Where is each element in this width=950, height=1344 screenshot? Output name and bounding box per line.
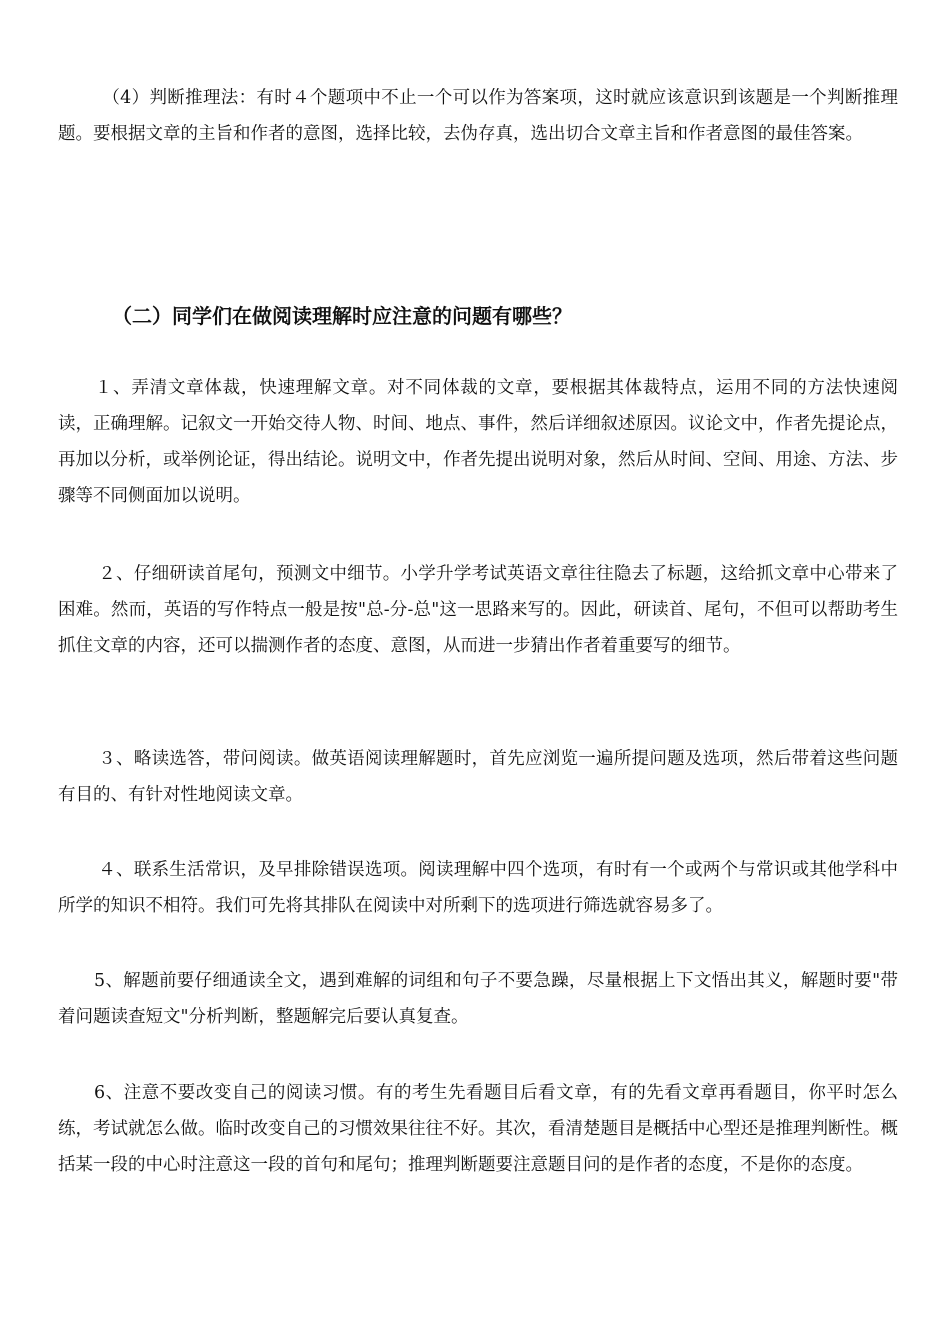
paragraph-text: 6、注意不要改变自己的阅读习惯。有的考生先看题目后看文章，有的先看文章再看题目，你平时怎么练，考试就怎么做。临时改变自己的习惯效果往往不好。其次，看清楚题目是概括中心型还是推理判断性。概括某一段的中心时注意这一段的首句和尾句；推理判断题要注意题目问的是作者的态度，不是你的态度。 xyxy=(58,1083,898,1175)
paragraph-judgment-reasoning xyxy=(58,80,898,152)
paragraph-item-4 xyxy=(58,852,898,924)
paragraph-item-2 xyxy=(58,556,898,664)
paragraph-text: １、弄清文章体裁，快速理解文章。对不同体裁的文章，要根据其体裁特点，运用不同的方法快速阅读，正确理解。记叙文一开始交待人物、时间、地点、事件，然后详细叙述原因。议论文中，作者先提论点，再加以分析，或举例论证，得出结论。说明文中，作者先提出说明对象，然后从时间、空间、用途、方法、步骤等不同侧面加以说明。 xyxy=(58,378,898,506)
paragraph-text: （4）判断推理法：有时４个题项中不止一个可以作为答案项，这时就应该意识到该题是一个判断推理题。要根据文章的主旨和作者的意图，选择比较，去伪存真，选出切合文章主旨和作者意图的最佳答案。 xyxy=(58,88,898,144)
paragraph-text: ４、联系生活常识，及早排除错误选项。阅读理解中四个选项，有时有一个或两个与常识或其他学科中所学的知识不相符。我们可先将其排队在阅读中对所剩下的选项进行筛选就容易多了。 xyxy=(58,860,898,916)
paragraph-item-1 xyxy=(58,370,898,514)
paragraph-text: ２、仔细研读首尾句，预测文中细节。小学升学考试英语文章往往隐去了标题，这给抓文章中心带来了困难。然而，英语的写作特点一般是按"总-分-总"这一思路来写的。因此，研读首、尾句，不但可以帮助考生抓住文章的内容，还可以揣测作者的态度、意图，从而进一步猜出作者着重要写的细节。 xyxy=(58,564,898,656)
paragraph-item-3 xyxy=(58,741,898,813)
paragraph-item-5 xyxy=(58,963,898,1035)
section-heading: （二）同学们在做阅读理解时应注意的问题有哪些？ xyxy=(112,304,572,328)
paragraph-text: ３、略读选答，带问阅读。做英语阅读理解题时，首先应浏览一遍所提问题及选项，然后带着这些问题有目的、有针对性地阅读文章。 xyxy=(58,749,898,805)
paragraph-text: 5、解题前要仔细通读全文，遇到难解的词组和句子不要急躁，尽量根据上下文悟出其义，解题时要"带着问题读查短文"分析判断，整题解完后要认真复查。 xyxy=(58,971,898,1027)
paragraph-item-6 xyxy=(58,1075,898,1183)
